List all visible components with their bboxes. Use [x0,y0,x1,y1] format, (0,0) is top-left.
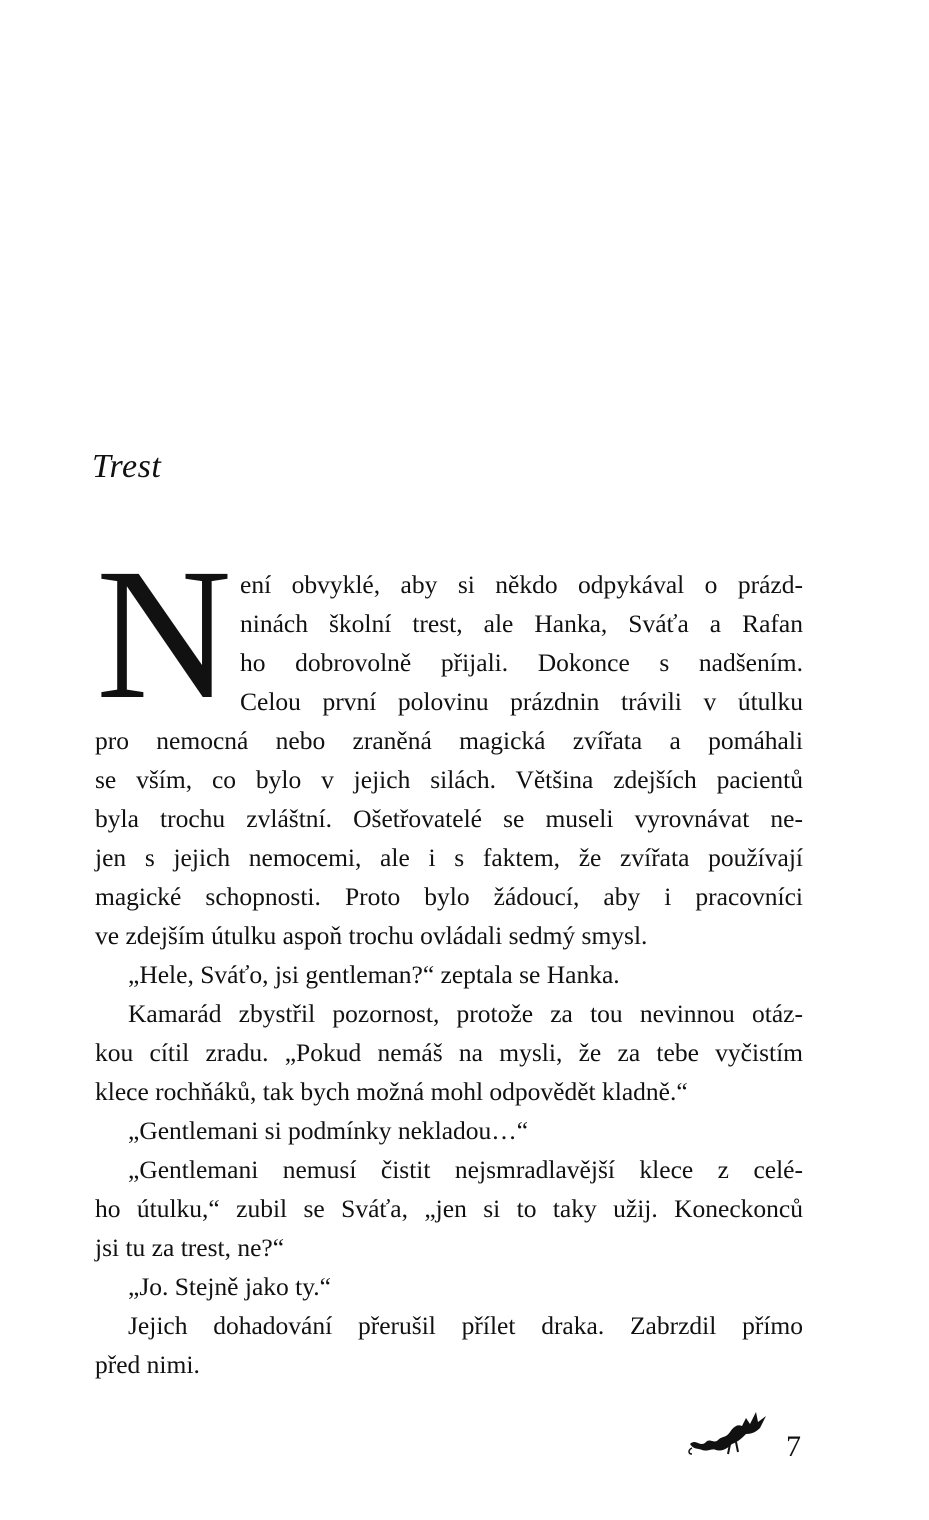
text-line: ho útulku,“ zubil se Sváťa, „jen si to taky užij. Koneckonců [95,1194,803,1223]
text-line: ve zdejším útulku aspoň trochu ovládali sedmý smysl. [95,921,648,950]
text-line: „Gentlemani nemusí čistit nejsmradlavější klece z celé- [128,1155,803,1184]
text-line: Celou první polovinu prázdnin trávili v útulku [240,687,803,716]
text-line: „Jo. Stejně jako ty.“ [128,1272,332,1301]
text-line: ho dobrovolně přijali. Dokonce s nadšením. [240,648,803,677]
dragon-icon [686,1404,768,1458]
text-line: jsi tu za trest, ne?“ [95,1233,285,1262]
text-line: pro nemocná nebo zraněná magická zvířata a pomáhali [95,726,803,755]
text-line: jen s jejich nemocemi, ale i s faktem, že zvířata používají [95,843,803,872]
text-line: Jejich dohadování přerušil přílet draka. Zabrzdil přímo [128,1311,803,1340]
chapter-title: Trest [92,448,162,485]
text-line: Kamarád zbystřil pozornost, protože za tou nevinnou otáz- [128,999,803,1028]
text-line: před nimi. [95,1350,200,1379]
text-line: byla trochu zvláštní. Ošetřovatelé se museli vyrovnávat ne- [95,804,803,833]
text-line: ení obvyklé, aby si někdo odpykával o prázd- [240,570,803,599]
text-line: „Gentlemani si podmínky nekladou…“ [128,1116,529,1145]
text-line: klece rochňáků, tak bych možná mohl odpovědět kladně.“ [95,1077,688,1106]
text-line: se vším, co bylo v jejich silách. Většina zdejších pacientů [95,765,803,794]
text-line: „Hele, Sváťo, jsi gentleman?“ zeptala se Hanka. [128,960,620,989]
drop-cap: N [96,529,232,738]
page-number: 7 [786,1430,801,1463]
text-line: ninách školní trest, ale Hanka, Sváťa a Rafan [240,609,803,638]
text-line: kou cítil zradu. „Pokud nemáš na mysli, že za tebe vyčistím [95,1038,803,1067]
text-line: magické schopnosti. Proto bylo žádoucí, aby i pracovníci [95,882,803,911]
